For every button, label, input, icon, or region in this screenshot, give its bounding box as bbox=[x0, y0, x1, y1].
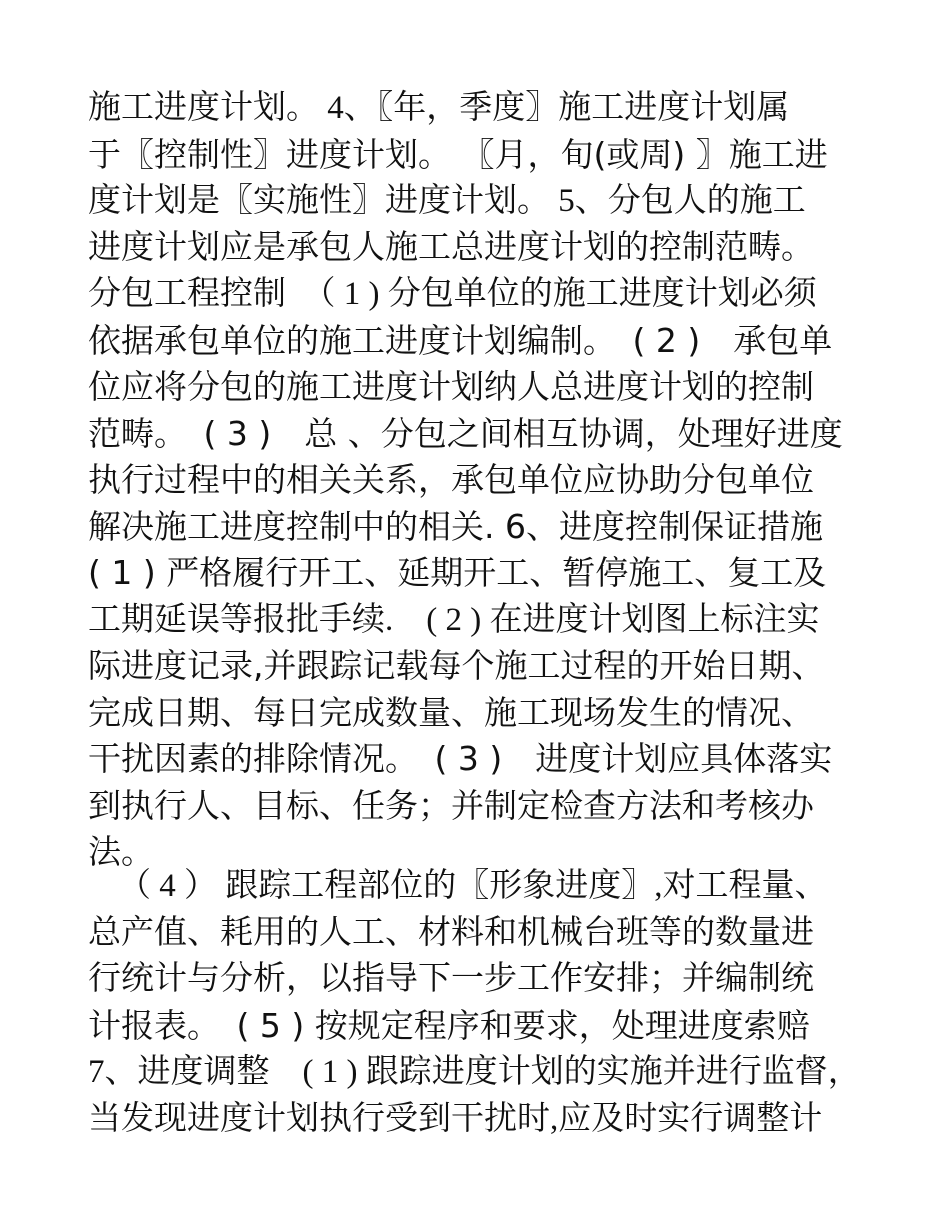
text-line: 工期延误等报批手续. ( 2 ) 在进度计划图上标注实 bbox=[88, 602, 820, 638]
text-line: 7、进度调整 ( 1 ) 跟踪进度计划的实施并进行监督， bbox=[88, 1054, 861, 1090]
text-line: 进度计划应是承包人施工总进度计划的控制范畴。 bbox=[88, 230, 814, 266]
text-line: 法。 bbox=[88, 832, 154, 871]
text-line: 分包工程控制 （ 1 ) 分包单位的施工进度计划必须 bbox=[88, 276, 817, 312]
text-line: 干扰因素的排除情况。 ( 3 ) 进度计划应具体落实 bbox=[88, 739, 833, 778]
text-line: 完成日期、每日完成数量、施工现场发生的情况、 bbox=[88, 693, 814, 732]
text-line: （ 4 ） 跟踪工程部位的〖形象进度〗,对工程量、 bbox=[118, 868, 828, 904]
text-line: 当发现进度计划执行受到干扰时,应及时实行调整计 bbox=[88, 1101, 823, 1137]
text-line: 执行过程中的相关关系，承包单位应协助分包单位 bbox=[88, 460, 814, 499]
text-line: 依据承包单位的施工进度计划编制。 ( 2 ) 承包单 bbox=[88, 321, 833, 360]
text-line: 际进度记录,并跟踪记载每个施工过程的开始日期、 bbox=[88, 646, 825, 685]
text-line: 计报表。 ( 5 ) 按规定程序和要求，处理进度索赔 bbox=[88, 1006, 810, 1045]
text-line: 解决施工进度控制中的相关. 6、进度控制保证措施 bbox=[88, 507, 823, 546]
text-line: 施工进度计划。 4、〖年，季度〗施工进度计划属 bbox=[88, 90, 790, 126]
text-line: 总产值、耗用的人工、材料和机械台班等的数量进 bbox=[88, 915, 814, 951]
text-line: 位应将分包的施工进度计划纳人总进度计划的控制 bbox=[88, 367, 814, 406]
text-line: 到执行人、目标、任务；并制定检查方法和考核办 bbox=[88, 786, 814, 825]
text-line: 度计划是〖实施性〗进度计划。 5、分包人的施工 bbox=[88, 183, 806, 219]
text-line: ( 1 ) 严格履行开工、延期开工、暂停施工、复工及 bbox=[88, 553, 827, 592]
text-line: 范畴。 ( 3 ) 总 、分包之间相互协调，处理好进度 bbox=[88, 414, 843, 453]
text-line: 行统计与分析，以指导下一步工作安排；并编制统 bbox=[88, 961, 814, 997]
text-line: 于〖控制性〗进度计划。 〖月，旬(或周) 〗施工进 bbox=[88, 135, 828, 174]
